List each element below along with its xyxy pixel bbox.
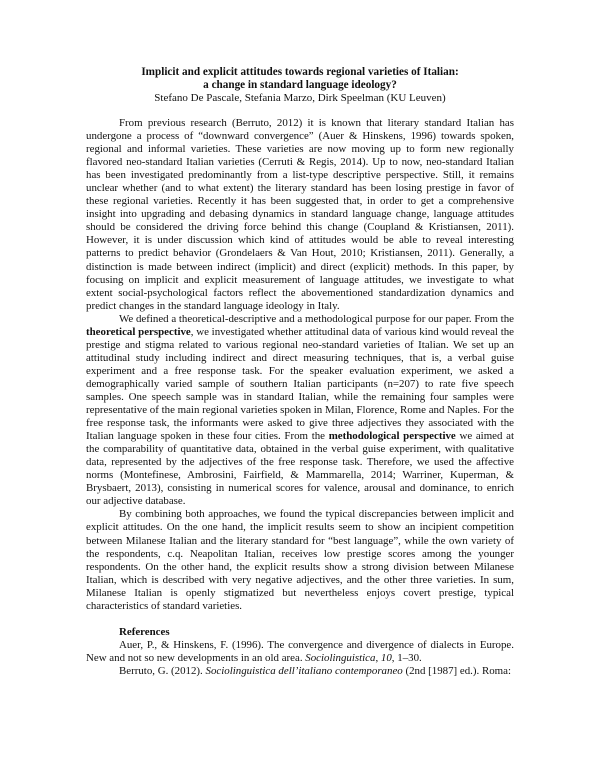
paragraph-2-text-c: we aimed at the comparability of quantitative data, obtained in the verbal guise experiment, with qualitative data, represented by the adjectives of the free response task. Therefore, we used the affective norms (Montefinese, Ambrosini, Fairfield, & Mammarella, 2014; Warriner, Kuperman, & Brysbaert, 2013), consisting in numerical scores for valence, arousal and dominance, to enrich our adjective database. <box>86 430 514 508</box>
ref1-text-a: Auer, P., & Hinskens, F. (1996). The convergence and divergence of dialects in Europe. New and not so new developments in an old area. <box>86 638 514 664</box>
paragraph-3: By combining both approaches, we found the typical discrepancies between implicit and explicit attitudes. On the one hand, the implicit results seem to show an incipient competition between Milanese Italian and the literary standard for “best language”, while the own variety of the respondents, c.q. Neapolitan Italian, receives low prestige scores among the younger respondents. On the other hand, the explicit results show a strong division between Milanese Italian, which is described with very negative adjectives, and the other three varieties. In sum, Milanese Italian is openly stigmatized but nevertheless enjoys covert prestige, typical characteristics of standard varieties. <box>86 508 514 612</box>
ref2-book-title: Sociolinguistica dell’italiano contemporaneo <box>205 664 403 677</box>
methodological-perspective-term: methodological perspective <box>328 430 456 443</box>
ref1-volume: 10 <box>380 651 392 664</box>
ref2-text-b: (2nd [1987] ed.). Roma: <box>402 664 512 677</box>
ref2-text-a: Berruto, G. (2012). <box>119 664 206 677</box>
reference-auer <box>86 639 514 665</box>
ref1-journal: Sociolinguistica <box>305 651 376 664</box>
title-line-2: a change in standard language ideology? <box>203 79 397 91</box>
author-line: Stefano De Pascale, Stefania Marzo, Dirk Speelman (KU Leuven) <box>154 92 446 104</box>
paragraph-2 <box>86 313 514 509</box>
ref1-text-b: , <box>375 651 381 664</box>
reference-berruto <box>86 665 514 678</box>
ref1-text-c: , 1–30. <box>391 651 422 664</box>
references-heading: References <box>119 625 170 638</box>
paragraph-1: From previous research (Berruto, 2012) it is known that literary standard Italian has undergone a process of “downward convergence” (Auer & Hinskens, 1996) towards spoken, regional and informal varieties. These varieties are now moving up to form new regionally flavored neo-standard Italian varieties (Cerruti & Regis, 2014). Up to now, neo-standard Italian has been investigated predominantly from a list-type descriptive perspective. Still, it remains unclear whether (and to what extent) the literary standard has been losing prestige in favor of these regional varieties. Recently it has been suggested that, in order to get a comprehensive insight into upgrading and debasing dynamics in standard language change, language attitudes should be considered the driving force behind this change (Coupland & Kristiansen, 2011). However, it is under discussion which kind of attitudes would be able to reveal interesting patterns to predict behavior (Grondelaers & Van Hout, 2010; Kristiansen, 2011). Generally, a distinction is made between indirect (implicit) and direct (explicit) methods. In this paper, by focusing on implicit and explicit measurement of language attitudes, we investigate to what extent social-psychological factors reflect the abovementioned standardization dynamics and predict changes in the standard language ideology in Italy. <box>86 117 514 312</box>
title-line-1: Implicit and explicit attitudes towards regional varieties of Italian: <box>141 66 459 78</box>
paragraph-2-text-a: We defined a theoretical-descriptive and a methodological purpose for our paper. From the <box>119 312 514 325</box>
paper-title <box>86 66 514 92</box>
paper-page <box>86 66 514 678</box>
paragraph-2-text-b: , we investigated whether attitudinal data of various kind would reveal the prestige and stigma related to various regional neo-standard varieties of Italian. We set up an attitudinal study including indirect and direct measuring techniques, that is, a verbal guise experiment and a free response task. For the speaker evaluation experiment, we asked a demographically varied sample of southern Italian participants (n=207) to rate five speech samples. One speech sample was in standard Italian, while the remaining four samples were representative of the main regional varieties spoken in Milan, Florence, Rome and Naples. For the free response task, the informants were asked to give three adjectives they associated with the Italian language spoken in these four cities. From the <box>86 325 515 443</box>
theoretical-perspective-term: theoretical perspective <box>86 325 191 338</box>
